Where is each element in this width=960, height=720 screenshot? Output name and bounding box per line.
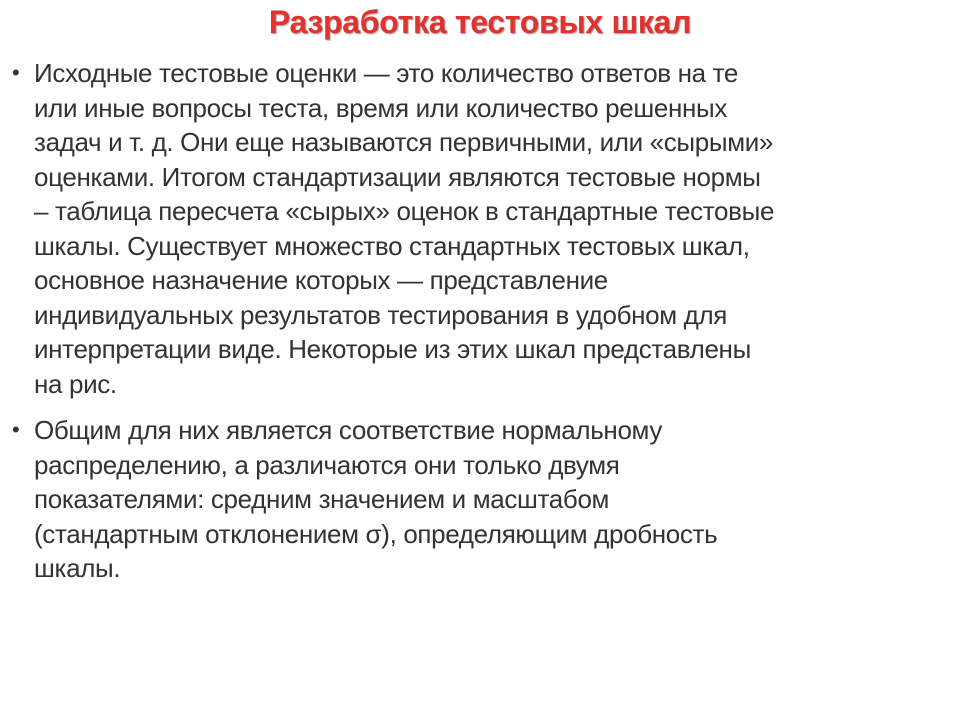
bullet-text-line: на рис. bbox=[34, 368, 117, 399]
bullet-item bbox=[8, 56, 952, 401]
bullet-text-line: шкалы. Существует множество стандартных тестовых шкал, bbox=[34, 230, 750, 261]
bullet-text-line: или иные вопросы теста, время или количество решенных bbox=[34, 92, 727, 123]
bullet-marker: • bbox=[12, 60, 20, 85]
bullet-text-line: (стандартным отклонением σ), определяющим дробность bbox=[34, 518, 718, 549]
slide-title: Разработка тестовых шкал bbox=[268, 4, 692, 40]
bullet-text-line: показателями: средним значением и масштабом bbox=[34, 484, 610, 514]
bullet-text-line: – таблица пересчета «сырых» оценок в стандартные тестовые bbox=[34, 196, 775, 226]
bullet-text-line: индивидуальных результатов тестирования в удобном для bbox=[34, 299, 728, 330]
bullet-marker: • bbox=[12, 417, 20, 442]
bullet-text-line: шкалы. bbox=[34, 553, 121, 583]
bullet-text-line: распределению, а различаются они только двумя bbox=[34, 449, 620, 480]
bullet-text-line: оценками. Итогом стандартизации являются тестовые нормы bbox=[34, 161, 761, 192]
bullet-text-line: интерпретации виде. Некоторые из этих шкал представлены bbox=[34, 334, 751, 364]
slide-content bbox=[8, 56, 952, 598]
bullet-text-line: Исходные тестовые оценки — это количество ответов на те bbox=[34, 58, 739, 88]
bullet-text-line: основное назначение которых — представление bbox=[34, 265, 608, 295]
bullet-text-line: Общим для них является соответствие нормальному bbox=[34, 415, 663, 445]
bullet-text-line: задач и т. д. Они еще называются первичными, или «сырыми» bbox=[34, 127, 774, 157]
bullet-item bbox=[8, 413, 952, 586]
